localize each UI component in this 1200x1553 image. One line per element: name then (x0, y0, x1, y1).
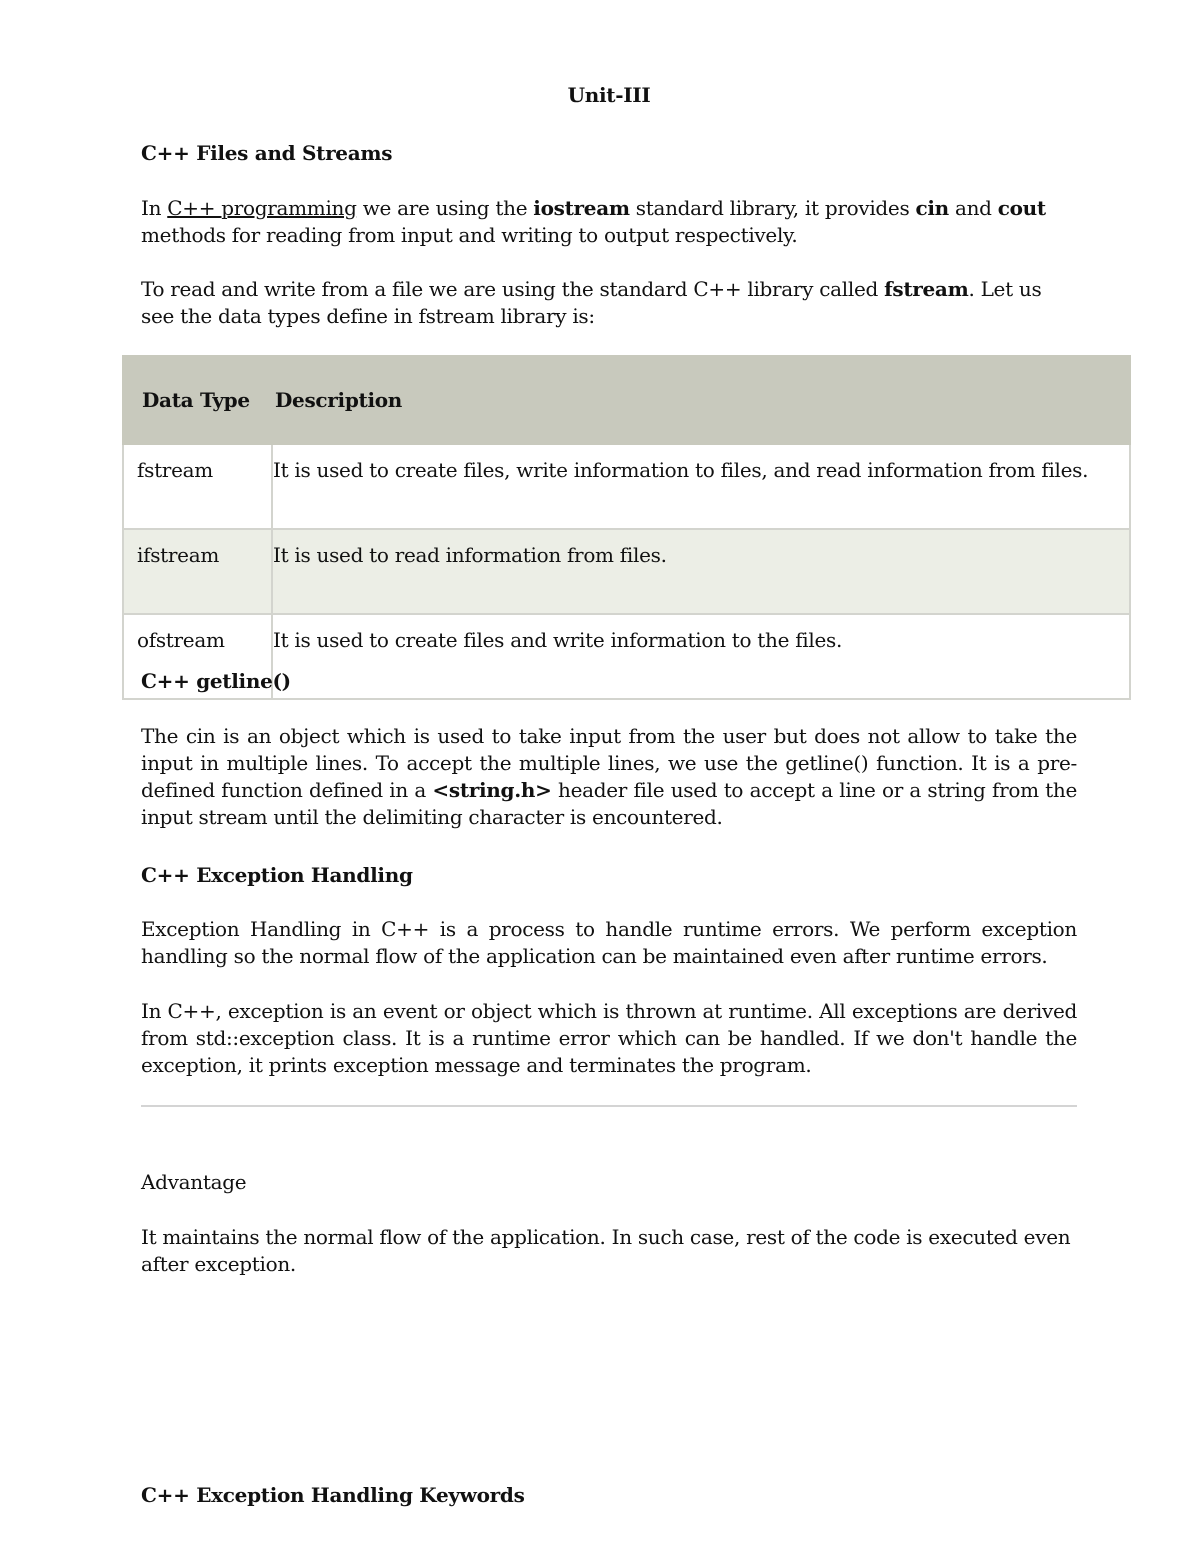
text-run: The cin is an object which is used to take input from the user but does not allow to take the input in multiple lines. To accept the multiple lines, we use the getline() function. It is a pre-defined function defined in a (141, 724, 1077, 802)
table-row (123, 444, 1130, 529)
header-description: Description (272, 356, 1130, 444)
getline-heading: C++ getline() (141, 669, 291, 693)
files-streams-paragraph-1 (141, 195, 1077, 249)
cpp-programming-link[interactable]: C++ programming (167, 196, 357, 220)
table-row (123, 529, 1130, 614)
horizontal-divider (141, 1105, 1077, 1107)
text-run: header file used to accept a line or a string from the input stream until the delimiting character is encountered. (141, 778, 1077, 829)
cell-description: It is used to create files and write information to the files. (272, 614, 1130, 699)
string-h-bold: <string.h> (432, 778, 552, 802)
text-run: we are using the (356, 196, 534, 220)
advantage-paragraph: It maintains the normal flow of the application. In such case, rest of the code is executed even after exception. (141, 1225, 1071, 1276)
cell-description: It is used to read information from files. (272, 529, 1130, 614)
exception-paragraph-2: In C++, exception is an event or object which is thrown at runtime. All exceptions are derived from std::exception class. It is a runtime error which can be handled. If we don't handle the exception, it prints exception message and terminates the program. (141, 999, 1077, 1077)
data-types-table (122, 355, 1131, 700)
unit-title: Unit-III (567, 83, 651, 107)
iostream-bold: iostream (533, 196, 630, 220)
cell-data-type: ifstream (123, 529, 272, 614)
text-run: To read and write from a file we are using the standard C++ library called (141, 277, 885, 301)
getline-paragraph (141, 723, 1077, 831)
keywords-heading: C++ Exception Handling Keywords (141, 1483, 525, 1507)
text-run: and (948, 196, 998, 220)
exception-paragraph-1: Exception Handling in C++ is a process to handle runtime errors. We perform exception handling so the normal flow of the application can be maintained even after runtime errors. (141, 917, 1077, 968)
files-streams-paragraph-2 (141, 276, 1077, 330)
text-run: In (141, 196, 168, 220)
text-run: . Let us see the data types define in fstream library is: (141, 277, 1042, 328)
advantage-heading: Advantage (141, 1170, 247, 1194)
cout-bold: cout (997, 196, 1046, 220)
header-data-type: Data Type (123, 356, 272, 444)
fstream-bold: fstream (884, 277, 969, 301)
cell-data-type: fstream (123, 444, 272, 529)
text-run: methods for reading from input and writing to output respectively. (141, 223, 798, 247)
table-header-row (123, 356, 1130, 444)
files-streams-heading: C++ Files and Streams (141, 141, 393, 165)
exception-heading: C++ Exception Handling (141, 863, 413, 887)
cell-data-type: ofstream (123, 614, 272, 699)
cin-bold: cin (915, 196, 949, 220)
text-run: standard library, it provides (629, 196, 916, 220)
cell-description: It is used to create files, write information to files, and read information from files. (272, 444, 1130, 529)
